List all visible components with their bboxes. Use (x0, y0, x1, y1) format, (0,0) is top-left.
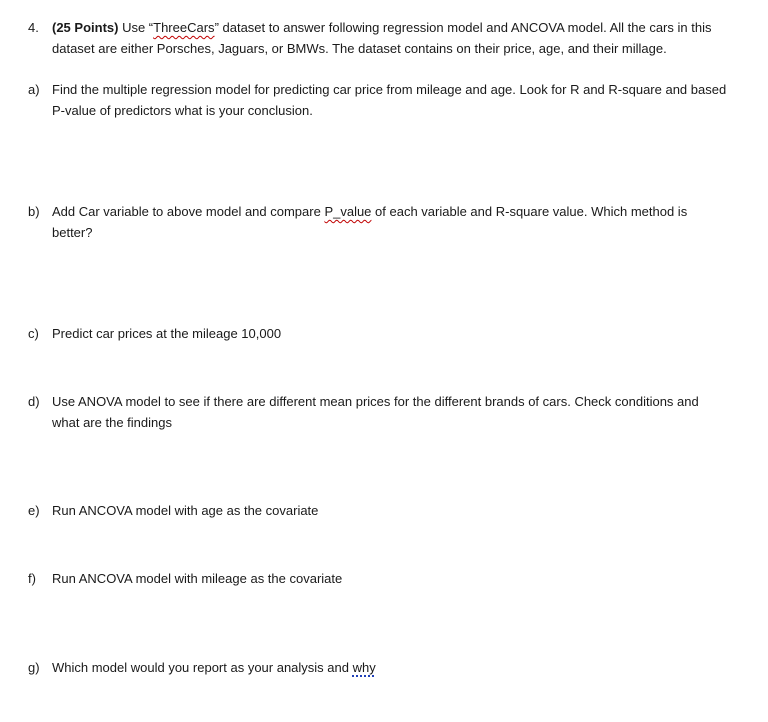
part-c-marker: c) (28, 326, 39, 341)
dataset-name: ThreeCars (153, 20, 215, 35)
part-b-line-2: better? (52, 225, 93, 240)
part-g-text (52, 657, 752, 678)
part-a-marker: a) (28, 82, 40, 97)
part-d-marker: d) (28, 394, 40, 409)
p-value-term: P_value (324, 204, 372, 219)
part-b-marker: b) (28, 204, 40, 219)
part-a-line-1: Find the multiple regression model for predicting car price from mileage and age. Look for R and R-square and based (52, 82, 727, 97)
intro-line-2: dataset are either Porsches, Jaguars, or BMWs. The dataset contains on their price, age, and their millage. (52, 41, 667, 56)
part-f-text (52, 568, 752, 589)
why-term: why (352, 660, 376, 675)
part-g-marker: g) (28, 660, 40, 675)
part-b-line-1-end: of each variable and R-square value. Which method is (371, 204, 688, 219)
part-e-text (52, 500, 752, 521)
part-a-text (52, 79, 752, 121)
question-number: 4. (28, 20, 39, 35)
part-e-line-1: Run ANCOVA model with age as the covariate (52, 503, 319, 518)
points-label: (25 Points) (52, 20, 119, 35)
intro-rest: ” dataset to answer following regression model and ANCOVA model. All the cars in this (214, 20, 712, 35)
part-g-line-1-start: Which model would you report as your analysis and (52, 660, 353, 675)
part-f-marker: f) (28, 571, 36, 586)
part-a-line-2: P-value of predictors what is your conclusion. (52, 103, 313, 118)
part-d-text (52, 391, 752, 433)
question-intro (52, 17, 752, 59)
part-c-text (52, 323, 752, 344)
part-c-line-1: Predict car prices at the mileage 10,000 (52, 326, 282, 341)
part-d-line-1: Use ANOVA model to see if there are different mean prices for the different brands of cars. Check conditions and (52, 394, 699, 409)
intro-use: Use “ (118, 20, 154, 35)
part-b-line-1-start: Add Car variable to above model and compare (52, 204, 325, 219)
part-f-line-1: Run ANCOVA model with mileage as the covariate (52, 571, 343, 586)
part-b-text (52, 201, 752, 243)
part-e-marker: e) (28, 503, 40, 518)
part-d-line-2: what are the findings (52, 415, 172, 430)
